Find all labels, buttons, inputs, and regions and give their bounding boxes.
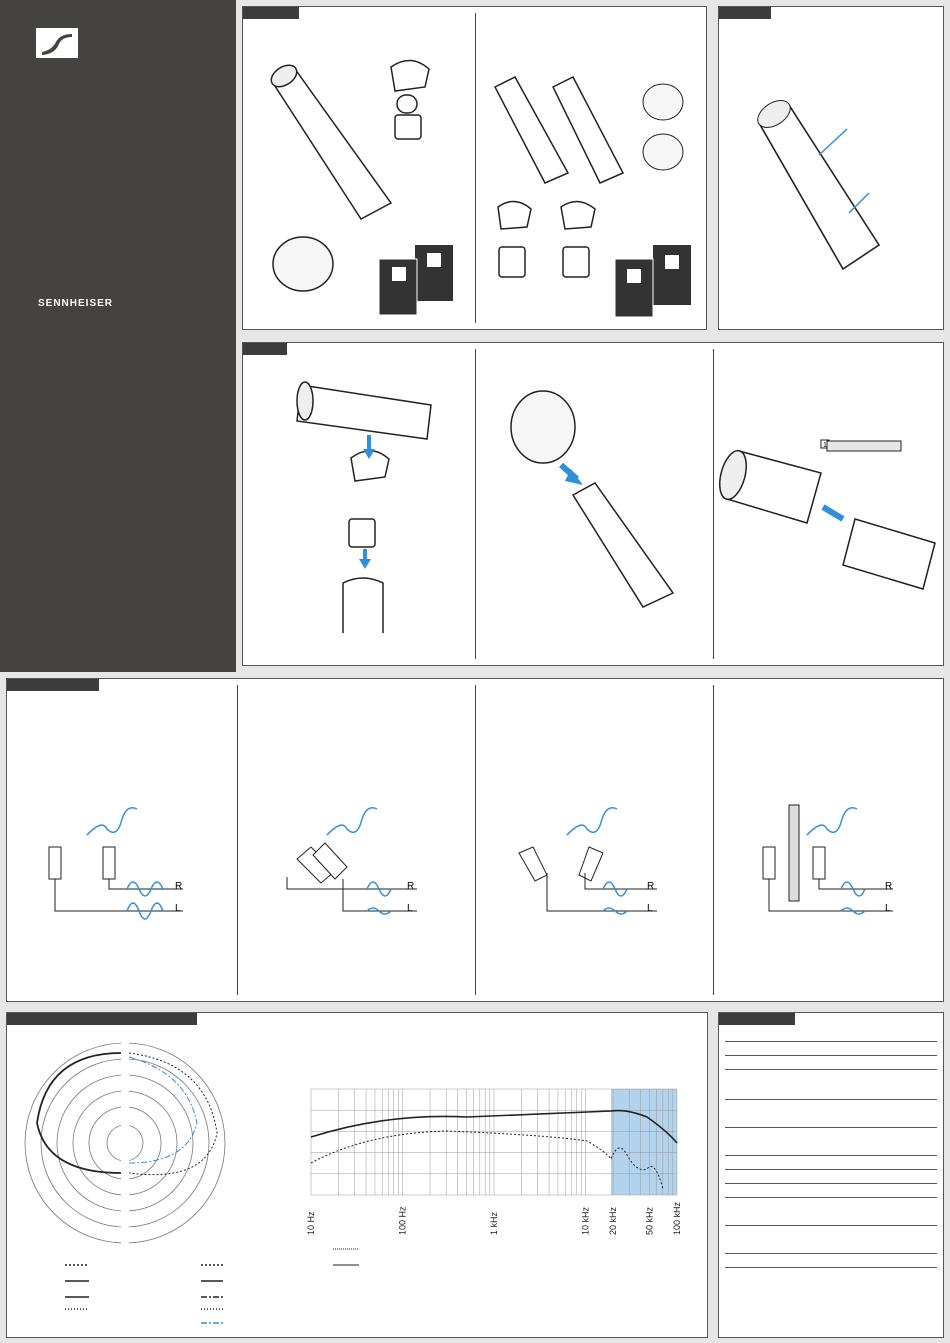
sennheiser-logo-icon <box>36 28 78 58</box>
contents-illustration <box>243 7 708 331</box>
channel-left-label: L <box>407 903 413 914</box>
x-tick-label: 10 Hz <box>306 1211 316 1235</box>
panel-mounting <box>242 342 944 666</box>
x-tick-label: 100 Hz <box>397 1206 408 1235</box>
panel-product-overview <box>718 6 944 330</box>
brand-wordmark: SENNHEISER <box>38 298 114 309</box>
windscreen-icon <box>511 391 575 463</box>
panel-package-contents <box>242 6 707 330</box>
windscreen-icon <box>643 134 683 170</box>
response-curve-dotted <box>311 1131 663 1189</box>
clamp-icon <box>391 60 429 139</box>
frequency-response-chart <box>7 1013 709 1339</box>
panel-specifications <box>718 1012 944 1338</box>
pin-label: 1 <box>823 442 827 449</box>
x-tick-label: 1 kHz <box>489 1211 499 1235</box>
channel-right-label: R <box>175 881 183 892</box>
channel-right-label: R <box>885 881 893 892</box>
x-tick-label: 50 kHz <box>644 1206 655 1235</box>
panel-stereo-techniques <box>6 678 944 1002</box>
mic-overview-illustration <box>719 7 945 331</box>
stereo-diagrams <box>7 679 945 1003</box>
windscreen-icon <box>643 84 683 120</box>
channel-left-label: L <box>647 903 653 914</box>
manual-icon <box>615 245 691 317</box>
x-tick-label: 100 kHz <box>672 1201 682 1235</box>
panel-specs-charts <box>6 1012 708 1338</box>
microphone-pair-icon <box>495 77 623 183</box>
section-tab <box>719 1013 795 1025</box>
x-tick-label: 10 kHz <box>580 1206 591 1235</box>
microphone-icon <box>267 61 391 219</box>
channel-left-label: L <box>885 903 891 914</box>
channel-left-label: L <box>175 903 181 914</box>
channel-right-label: R <box>647 881 655 892</box>
cover-sidebar <box>0 0 236 672</box>
channel-right-label: R <box>407 881 415 892</box>
windscreen-icon <box>273 237 333 291</box>
ultrasonic-band-highlight <box>611 1089 677 1195</box>
manual-icon <box>379 245 453 315</box>
mounting-illustration <box>243 343 945 667</box>
clamp-pair-icon <box>498 201 595 277</box>
x-tick-label: 20 kHz <box>608 1206 619 1235</box>
